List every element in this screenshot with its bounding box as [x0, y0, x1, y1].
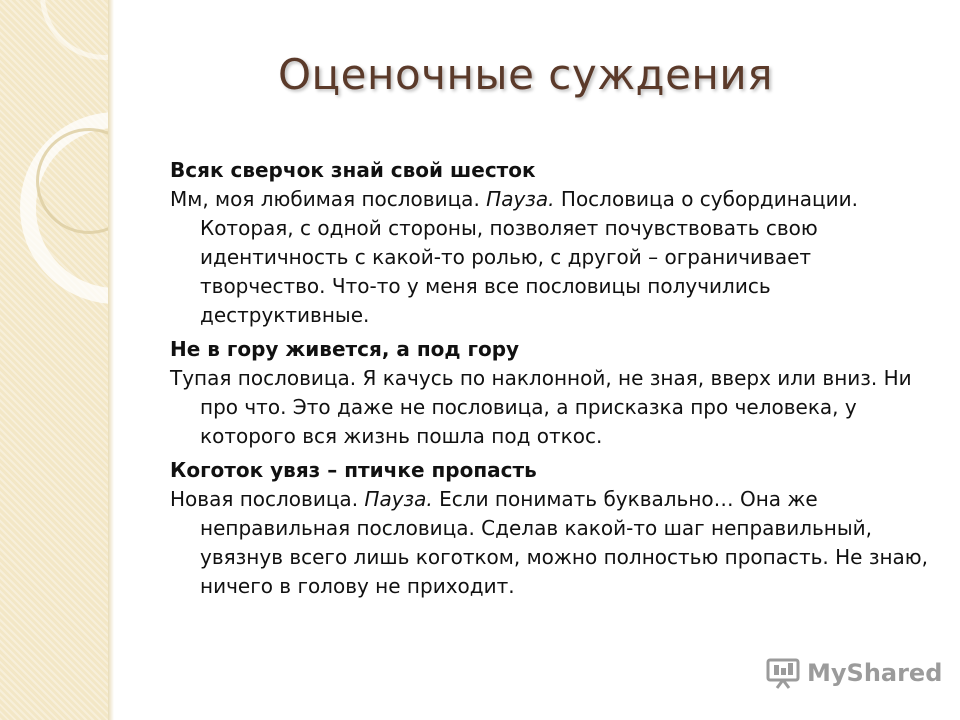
proverb-heading: Не в гору живется, а под гору — [170, 337, 520, 361]
commentary-text: Если понимать буквально… Она же неправильная пословица. Сделав какой-то шаг неправильный, увязнув всего лишь коготком, можно полностью пропасть. Не знаю, ничего в голову не приходит. — [200, 487, 928, 598]
commentary-text: Мм, моя любимая пословица. — [170, 187, 487, 211]
sidebar-edge — [108, 0, 114, 720]
pause-note: Пауза. — [364, 487, 433, 511]
watermark-label: MyShared — [807, 659, 943, 687]
myshared-logo-icon — [765, 656, 801, 690]
proverb-heading: Всяк сверчок знай свой шесток — [170, 158, 536, 182]
proverb-commentary — [170, 185, 940, 330]
proverb-heading: Коготок увяз – птичке пропасть — [170, 458, 537, 482]
proverb-commentary: Тупая пословица. Я качусь по наклонной, не зная, вверх или вниз. Ни про что. Это даже не пословица, а присказка про человека, у которого вся жизнь пошла под откос. — [170, 366, 912, 448]
decorative-sidebar — [0, 0, 108, 720]
decorative-ring — [40, 0, 108, 60]
commentary-text: Пословица о субординации. Которая, с одной стороны, позволяет почувствовать свою идентичность с какой-то ролью, с другой – ограничивает творчество. Что-то у меня все пословицы получились деструктивные. — [200, 187, 859, 327]
myshared-watermark — [765, 655, 942, 691]
proverb-commentary — [170, 485, 940, 601]
slide-content — [170, 155, 940, 605]
commentary-text: Новая пословица. — [170, 487, 365, 511]
pause-note: Пауза. — [486, 187, 555, 211]
slide-title: Оценочные суждения — [278, 50, 773, 99]
